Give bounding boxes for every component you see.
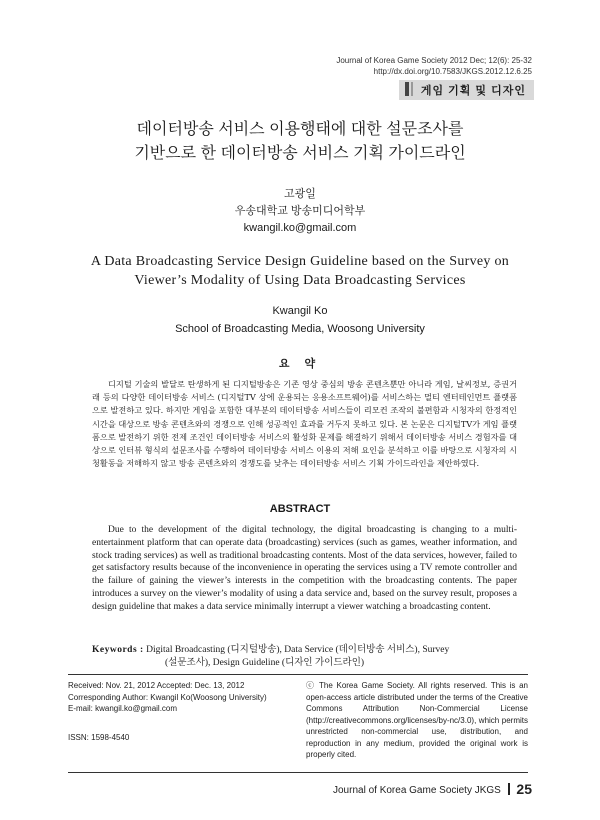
- copyright-notice: ⓒ The Korea Game Society. All rights reserved. This is an open-access article distributed under the terms of the Creative Commons Attribution Non-Commercial License (http://creativecommons.org/licenses/by-nc/3.0), which permits unrestricted non-commercial use, distribution, and reproduction in any medium, provided the original work is properly cited.: [306, 681, 528, 759]
- section-tag: [399, 80, 534, 100]
- journal-citation-line: Journal of Korea Game Society 2012 Dec; 12(6): 25-32: [336, 56, 532, 65]
- doi-link[interactable]: http://dx.doi.org/10.7583/JKGS.2012.12.6.25: [373, 67, 532, 76]
- journal-citation: [336, 55, 532, 77]
- corresponding-email: E-mail: kwangil.ko@gmail.com: [68, 704, 178, 713]
- abstract-english-text: Due to the development of the digital technology, the digital broadcasting is changing to a multi-entertainment platform that can operate data (broadcasting) services (such as games, weather information, and stock trading services) as well as traditional broadcasting contents. Most of the data services, however, failed to get satisfactory results because of the inconvenience in operating the services using a TV remote controller and the failure of gaining the viewer’s interests in the competition with the broadcasting contents. The paper introduces a survey on the viewer’s modality of using a data service and, based on the survey result, proposes a design guideline that makes a data service minimally interrupt a viewer watching a broadcasting content.: [92, 525, 517, 612]
- keywords-line: Digital Broadcasting (디지털방송), Data Service (데이터방송 서비스), Survey: [146, 645, 450, 655]
- title-korean-line: 데이터방송 서비스 이용행태에 대한 설문조사를: [136, 121, 464, 138]
- abstract-korean-heading: 요 약: [278, 358, 322, 370]
- section-tag-bar-secondary: [411, 82, 413, 96]
- keywords: [92, 644, 517, 669]
- title-korean: [0, 118, 600, 166]
- page-number: 25: [516, 781, 532, 797]
- author-block-english: [0, 302, 600, 338]
- issn: ISSN: 1598-4540: [68, 733, 130, 742]
- author-email[interactable]: kwangil.ko@gmail.com: [243, 222, 357, 234]
- author-affiliation-english: School of Broadcasting Media, Woosong University: [175, 323, 425, 335]
- author-block-korean: [0, 186, 600, 237]
- title-english: [0, 252, 600, 290]
- section-tag-bar: [405, 82, 409, 96]
- author-name-english: Kwangil Ko: [272, 305, 328, 317]
- author-name-korean: 고광일: [284, 188, 316, 200]
- title-english-line: Viewer’s Modality of Using Data Broadcasting Services: [134, 273, 466, 288]
- keywords-line: (설문조사), Design Guideline (디자인 가이드라인): [165, 657, 365, 668]
- article-metadata: [68, 680, 298, 715]
- footer-separator: [508, 783, 510, 795]
- author-affiliation-korean: 우송대학교 방송미디어학부: [234, 205, 366, 217]
- footer-journal-name: Journal of Korea Game Society JKGS: [333, 785, 501, 796]
- corresponding-author: Corresponding Author: Kwangil Ko(Woosong University): [68, 692, 267, 702]
- page-footer: [333, 781, 532, 797]
- section-tag-label: 게임 기획 및 디자인: [420, 85, 526, 97]
- title-english-line: A Data Broadcasting Service Design Guideline based on the Survey on: [90, 254, 510, 269]
- abstract-korean-text: 디지털 기술의 발달로 탄생하게 된 디지털방송은 기존 영상 중심의 방송 콘텐츠뿐만 아니라 게임, 날씨정보, 증권거래 등의 다양한 데이터방송 서비스 (디지털TV 상에 운용되는 응용소프트웨어)를 서비스하는 멀티 엔터테인먼트 플랫폼으로 발전하고 있다. 하지만 게임을 포함한 대부분의 데이터방송 서비스들이 리모컨 조작의 불편함과 시청자의 한정적인 시간을 대상으로 방송 콘텐츠와의 경쟁으로 인해 성공적인 효과를 거두지 못하고 있다. 본 논문은 디지털TV가 게임 플랫폼으로 발전하기 위한 전제 조건인 데이터방송 서비스의 활성화 문제를 해결하기 위해서 데이터방송 서비스 경험자를 대상으로 인터뷰 형식의 설문조사를 수행하여 데이터방송 서비스 이용의 저해 요인을 분석하고 이를 바탕으로 시청자의 시청활동을 저해하지 않고 방송 콘텐츠와의 경쟁도를 낮추는 데이터방송 서비스 기획 가이드라인을 제안하였다.: [92, 379, 517, 469]
- keywords-label: Keywords :: [92, 645, 144, 655]
- footnote-divider: [68, 674, 528, 675]
- title-korean-line: 기반으로 한 데이터방송 서비스 기획 가이드라인: [134, 145, 466, 162]
- received-accepted-dates: Received: Nov. 21, 2012 Accepted: Dec. 13, 2012: [68, 681, 245, 690]
- abstract-english-heading: ABSTRACT: [269, 503, 331, 515]
- footer-divider: [68, 772, 528, 773]
